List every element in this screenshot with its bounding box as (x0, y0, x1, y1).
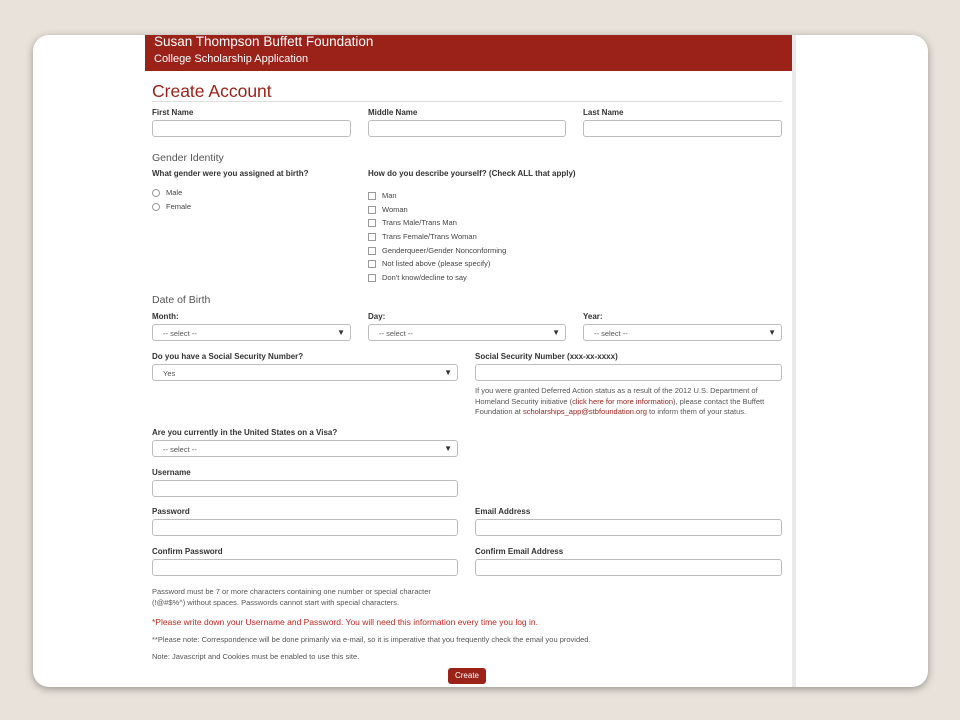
checkbox-decline[interactable] (368, 273, 467, 282)
checkbox-label: Trans Male/Trans Man (382, 218, 457, 227)
confirm-email-label: Confirm Email Address (475, 547, 564, 556)
site-header (145, 35, 792, 71)
checkbox-not-listed[interactable] (368, 259, 490, 268)
page-title: Create Account (152, 81, 272, 101)
checkbox-label: Trans Female/Trans Woman (382, 232, 477, 241)
day-select-value: -- select -- (379, 329, 413, 338)
radio-label: Male (166, 188, 183, 197)
daca-note-text: If you were granted Deferred Action status as a result of the 2012 U.S. Department of Homeland Security initiative ( (475, 386, 758, 406)
checkbox[interactable] (368, 192, 376, 200)
middle-name-label: Middle Name (368, 108, 418, 117)
middle-name-input[interactable] (368, 120, 566, 137)
year-select-value: -- select -- (594, 329, 628, 338)
correspondence-note: **Please note: Correspondence will be done primarily via e-mail, so it is imperative that you frequently check the email you provided. (152, 635, 591, 644)
ssn-question-select[interactable] (152, 364, 458, 381)
month-select[interactable] (152, 324, 351, 341)
day-select[interactable] (368, 324, 566, 341)
write-down-warning: *Please write down your Username and Password. You will need this information every time you log in. (152, 617, 539, 627)
checkbox-trans-female[interactable] (368, 232, 477, 241)
dropdown-arrow-icon: ▼ (768, 328, 776, 337)
year-label: Year: (583, 312, 603, 321)
visa-select[interactable] (152, 440, 458, 457)
last-name-input[interactable] (583, 120, 782, 137)
dob-heading: Date of Birth (152, 294, 211, 306)
describe-question: How do you describe yourself? (Check ALL that apply) (368, 169, 576, 178)
checkbox-woman[interactable] (368, 205, 408, 214)
checkbox-label: Not listed above (please specify) (382, 259, 491, 268)
radio-button[interactable] (152, 203, 160, 211)
username-label: Username (152, 468, 191, 477)
radio-button[interactable] (152, 189, 160, 197)
dropdown-arrow-icon: ▼ (444, 444, 452, 453)
birth-gender-question: What gender were you assigned at birth? (152, 169, 309, 178)
checkbox-label: Man (382, 191, 397, 200)
visa-select-value: -- select -- (163, 445, 197, 454)
checkbox-label: Woman (382, 205, 408, 214)
create-button[interactable]: Create (448, 668, 486, 684)
first-name-input[interactable] (152, 120, 351, 137)
checkbox[interactable] (368, 233, 376, 241)
password-label: Password (152, 507, 190, 516)
create-account-form (145, 71, 792, 687)
radio-male[interactable] (152, 188, 182, 197)
daca-note (475, 386, 782, 418)
checkbox-label: Don't know/decline to say (382, 273, 467, 282)
checkbox[interactable] (368, 274, 376, 282)
month-select-value: -- select -- (163, 329, 197, 338)
javascript-note: Note: Javascript and Cookies must be enabled to use this site. (152, 652, 360, 661)
title-divider (152, 101, 782, 102)
checkbox-trans-male[interactable] (368, 218, 457, 227)
checkbox-label: Genderqueer/Gender Nonconforming (382, 246, 507, 255)
password-input[interactable] (152, 519, 458, 536)
first-name-label: First Name (152, 108, 194, 117)
username-input[interactable] (152, 480, 458, 497)
checkbox[interactable] (368, 219, 376, 227)
visa-question: Are you currently in the United States on a Visa? (152, 428, 338, 437)
ssn-question: Do you have a Social Security Number? (152, 352, 304, 361)
checkbox[interactable] (368, 247, 376, 255)
email-label: Email Address (475, 507, 531, 516)
checkbox-man[interactable] (368, 191, 397, 200)
month-label: Month: (152, 312, 179, 321)
daca-note-text: to inform them of your status. (646, 407, 747, 416)
password-rules: Password must be 7 or more characters containing one number or special character (!@#$%^) without spaces. Passwords cannot start with special characters. (152, 587, 431, 607)
checkbox-genderqueer[interactable] (368, 246, 506, 255)
ssn-label: Social Security Number (xxx-xx-xxxx) (475, 352, 618, 361)
gender-identity-heading: Gender Identity (152, 152, 224, 164)
slide-card (33, 35, 928, 687)
daca-info-link[interactable]: click here for more information (572, 396, 673, 406)
ssn-input[interactable] (475, 364, 782, 381)
application-page (145, 35, 796, 687)
dropdown-arrow-icon: ▼ (444, 368, 452, 377)
foundation-email-link[interactable]: scholarships_app@stbfoundation.org (522, 407, 647, 416)
checkbox[interactable] (368, 260, 376, 268)
day-label: Day: (368, 312, 386, 321)
confirm-email-input[interactable] (475, 559, 782, 576)
checkbox[interactable] (368, 206, 376, 214)
org-name: Susan Thompson Buffett Foundation (154, 35, 374, 49)
ssn-question-value: Yes (163, 369, 176, 378)
radio-female[interactable] (152, 202, 191, 211)
daca-note-text: ), please contact the Buffett Foundation at (475, 396, 765, 416)
confirm-password-label: Confirm Password (152, 547, 223, 556)
email-input[interactable] (475, 519, 782, 536)
header-subtitle: College Scholarship Application (154, 53, 309, 65)
dropdown-arrow-icon: ▼ (337, 328, 345, 337)
last-name-label: Last Name (583, 108, 624, 117)
radio-label: Female (166, 202, 192, 211)
year-select[interactable] (583, 324, 782, 341)
confirm-password-input[interactable] (152, 559, 458, 576)
dropdown-arrow-icon: ▼ (552, 328, 560, 337)
